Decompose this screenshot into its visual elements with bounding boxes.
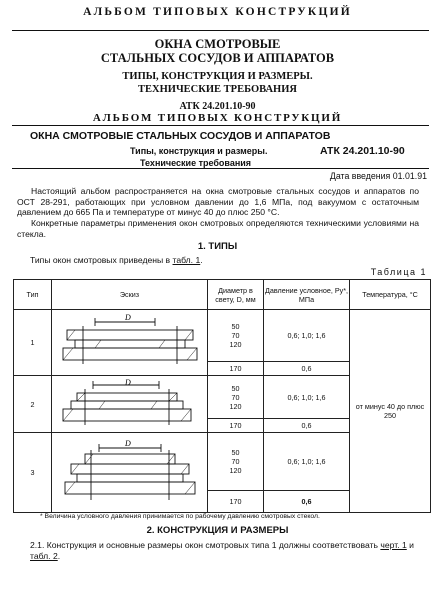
diameter-value: 120 (229, 401, 242, 411)
section-2-mid: и (406, 540, 414, 550)
drawing-1-link[interactable]: черт. 1 (380, 540, 407, 550)
sketch-dimension-label: D (124, 312, 131, 322)
diameter-value: 170 (208, 419, 264, 433)
block-title: ОКНА СМОТРОВЫЕ СТАЛЬНЫХ СОСУДОВ И АППАРАТОВ (30, 130, 331, 142)
pressure-value: 0,6 (264, 419, 350, 433)
pressure-cell: 0,6; 1,0; 1,6 (264, 433, 350, 491)
section-2-text-after: . (57, 551, 61, 561)
diameter-value: 70 (231, 457, 240, 466)
section-1-text-after: . (200, 255, 203, 265)
header-temperature: Температура, °С (350, 280, 431, 310)
block-subtitle: Типы, конструкция и размеры. (130, 146, 268, 156)
document-code: АТК 24.201.10-90 (179, 101, 256, 112)
table-2-link[interactable]: табл. 2 (30, 551, 58, 561)
diameter-value: 120 (229, 466, 242, 475)
diameter-cell (208, 310, 264, 362)
diameter-value: 70 (231, 392, 240, 402)
page-subtitle (0, 71, 435, 96)
section-2-text (30, 540, 422, 562)
type-cell: 3 (14, 433, 52, 513)
effective-date: Дата введения 01.01.91 (329, 171, 427, 181)
sketch-drawing (55, 438, 205, 506)
table-row (14, 310, 431, 362)
divider (12, 168, 429, 169)
diameter-value: 170 (208, 491, 264, 513)
subtitle-line-1: ТИПЫ, КОНСТРУКЦИЯ И РАЗМЕРЫ. (122, 71, 313, 82)
pressure-value: 0,6 (264, 362, 350, 376)
intro-paragraph-2: Конкретные параметры применения окон смотровых определяются техническими условиями на стекла. (17, 218, 419, 239)
title-line-2: СТАЛЬНЫХ СОСУДОВ И АППАРАТОВ (100, 51, 335, 65)
diameter-value: 50 (231, 322, 240, 331)
section-1-text-before: Типы окон смотровых приведены в (30, 255, 173, 265)
sketch-drawing (55, 312, 205, 372)
pressure-value: 0,6 (264, 491, 350, 513)
album-header-2: АЛЬБОМ ТИПОВЫХ КОНСТРУКЦИЙ (92, 112, 343, 124)
diameter-value: 170 (208, 362, 264, 376)
block-subtitle-2: Технические требования (140, 158, 252, 168)
section-2-title: 2. КОНСТРУКЦИЯ И РАЗМЕРЫ (146, 525, 289, 536)
sketch-type-2 (52, 376, 208, 433)
intro-paragraph-1: Настоящий альбом распространяется на окна смотровые стальных сосудов и аппаратов по ОСТ 28-291, работающих при условном давлении до 1,6 МПа, под вакуумом с остаточным давлением до 665 Па и температуре от минус 40 до плюс 250 °С. (17, 186, 419, 218)
pressure-cell: 0,6; 1,0; 1,6 (264, 310, 350, 362)
header-diameter: Диаметр в свету, D, мм (208, 280, 264, 310)
section-1-text (30, 255, 203, 265)
sketch-dimension-label: D (124, 378, 131, 387)
diameter-cell (208, 376, 264, 419)
header-pressure: Давление условное, Py*, МПа (264, 280, 350, 310)
table-1-link[interactable]: табл. 1 (172, 255, 201, 265)
sketch-type-3 (52, 433, 208, 513)
divider (12, 30, 429, 31)
diameter-value: 50 (231, 383, 240, 393)
temperature-cell: от минус 40 до плюс 250 (350, 310, 431, 513)
diameter-cell (208, 433, 264, 491)
title-line-1: ОКНА СМОТРОВЫЕ (154, 37, 281, 51)
sketch-dimension-label: D (124, 438, 131, 448)
block-code: АТК 24.201.10-90 (320, 145, 405, 157)
table-header-row (14, 280, 431, 310)
album-header: АЛЬБОМ ТИПОВЫХ КОНСТРУКЦИЙ (83, 6, 352, 18)
section-1-title: 1. ТИПЫ (197, 241, 238, 252)
type-cell: 1 (14, 310, 52, 376)
divider (12, 125, 429, 126)
diameter-value: 120 (229, 340, 242, 349)
sketch-drawing (55, 377, 205, 429)
type-cell: 2 (14, 376, 52, 433)
header-type: Тип (14, 280, 52, 310)
types-table (13, 279, 431, 513)
diameter-value: 70 (231, 331, 240, 340)
subtitle-line-2: ТЕХНИЧЕСКИЕ ТРЕБОВАНИЯ (138, 83, 297, 95)
pressure-cell: 0,6; 1,0; 1,6 (264, 376, 350, 419)
page-title (0, 37, 435, 65)
header-sketch: Эскиз (52, 280, 208, 310)
footnote: * Величина условного давления принимается по рабочему давлению смотровых стекол. (40, 513, 320, 520)
sketch-type-1 (52, 310, 208, 376)
table-label: Таблица 1 (370, 267, 427, 277)
diameter-value: 50 (231, 448, 240, 457)
section-2-text-before: 2.1. Конструкция и основные размеры окон смотровых типа 1 должны соответствовать (30, 540, 381, 550)
